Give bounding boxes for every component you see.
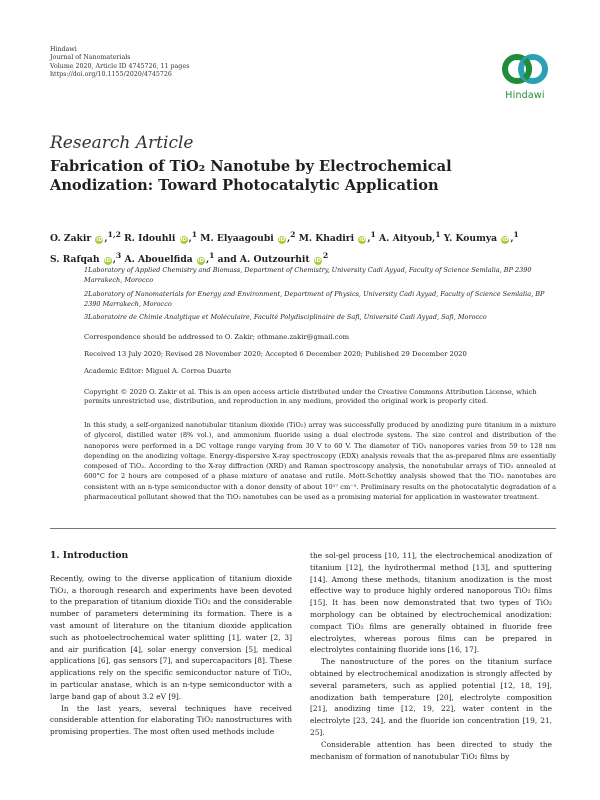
paragraph: The nanostructure of the pores on the titanium surface obtained by electrochemical anodization is strongly affected by several parameters, such as applied potential [12, 18, 19], anodization bath temperature [20], electrolyte composition [21], anodizing time [12, 19, 22], water content in the electrolyte [23, 24], and the fluoride ion concentration [19, 21, 25].	[310, 657, 552, 737]
orcid-icon[interactable]: iD	[104, 258, 111, 265]
orcid-icon[interactable]: iD	[359, 237, 366, 244]
logo-text: Hindawi	[505, 90, 545, 101]
affiliation-1: 1Laboratory of Applied Chemistry and Biomass, Department of Chemistry, University Cadi Ayyad, Faculty of Science Semlalia, BP 2390 Marrakech, Morocco	[84, 266, 532, 284]
academic-editor: Academic Editor: Miguel A. Correa Duarte	[84, 367, 232, 375]
affiliation-3: 3Laboratoire de Chimie Analytique et Moléculaire, Faculté Polydisciplinaire de Safi, Université Cadi Ayyad, Safi, Morocco	[84, 313, 487, 321]
hindawi-rings-icon	[499, 50, 551, 88]
divider	[50, 528, 556, 529]
abstract: In this study, a self-organized nanotubular titanium dioxide (TiO₂) array was successfully produced by anodizing pure titanium in a mixture of glycerol, distilled water (8% vol.), and ammonium fluoride using a dual electrode system. The size control and distribution of the nanopores were performed in a DC voltage range varying from 30 V to 60 V. The diameter of TiO₂ nanopores varies from 59 to 128 nm depending on the anodizing voltage. Energy-dispersive X-ray spectroscopy (EDX) analysis reveals that the as-prepared films are essentially composed of TiO₂. According to the X-ray diffraction (XRD) and Raman spectroscopy analysis, the nanotubular arrays of TiO₂ annealed at 600°C for 2 hours are composed of a phase mixture of anatase and rutile. Mott-Schottky analysis showed that the TiO₂ nanotubes are consistent with an n-type semiconductor with a donor density of about 10¹⁷ cm⁻³. Preliminary results on the photocatalytic degradation of a pharmaceutical pollutant showed that the TiO₂ nanotubes can be used as a promising material for application in wastewater treatment.	[84, 421, 556, 502]
volume-line: Volume 2020, Article ID 4745726, 11 pages	[50, 62, 190, 70]
author-list	[50, 226, 570, 268]
orcid-icon[interactable]: iD	[502, 237, 509, 244]
authors-line-1: O. Zakir iD ,$^{1,2}$ R. Idouhli iD ,$^1$ M. Elyaagoubi iD ,$^2$ M. Khadiri iD ,$^1$ A. Aityoub,$^1$ Y. Koumya iD ,$^1$	[50, 230, 519, 245]
hindawi-logo[interactable]	[494, 50, 556, 106]
orcid-icon[interactable]: iD	[180, 237, 187, 244]
publisher-name: Hindawi	[50, 46, 77, 53]
right-column	[310, 550, 552, 762]
publication-dates: Received 13 July 2020; Revised 28 November 2020; Accepted 6 December 2020; Published 29 December 2020	[84, 350, 467, 358]
article-type: Research Article	[50, 133, 194, 153]
orcid-icon[interactable]: iD	[96, 237, 103, 244]
orcid-icon[interactable]: iD	[278, 237, 286, 244]
authors-line-2: S. Rafqah iD ,$^3$ A. Abouelfida iD ,$^1$ and A. Outzourhit $iD^2$	[50, 251, 329, 266]
section-heading: 1. Introduction	[50, 550, 129, 561]
orcid-icon[interactable]: iD	[197, 258, 205, 265]
paragraph: Considerable attention has been directed to study the mechanism of formation of nanotubular TiO₂ films by	[310, 739, 552, 761]
paragraph: Recently, owing to the diverse application of titanium dioxide TiO₂, a thorough research and experiments have been devoted to the preparation of titanium dioxide TiO₂ and the considerable number of parameters determining its formation. There is a vast amount of literature on the titanium dioxide application such as photoelectrochemical water splitting [1], water [2, 3] and air purification [4], solar energy conversion [5], medical applications [6], gas sensors [7], and supercapacitors [8]. These applications rely on the specific semiconductor nature of TiO₂, in particular anatase, which is an n-type semiconductor with a large band gap of about 3.2 eV [9].	[50, 573, 292, 701]
title-line-1: Fabrication of TiO₂ Nanotube by Electrochemical	[50, 158, 452, 175]
paragraph: the sol-gel process [10, 11], the electrochemical anodization of titanium [12], the hydrothermal method [13], and sputtering [14]. Among these methods, titanium anodization is the most effective way to produce highly ordered nanoporous TiO₂ films [15]. It has been now demonstrated that two types of TiO₂ morphology can be obtained by electrochemical anodization: compact TiO₂ films are generally obtained in fluoride free electrolytes, whereas porous films can be prepared in electrolytes containing fluoride ions [16, 17].	[310, 551, 552, 655]
doi-link[interactable]: https://doi.org/10.1155/2020/4745726	[50, 71, 172, 79]
copyright-notice: Copyright © 2020 O. Zakir et al. This is an open access article distributed under the Creative Commons Attribution License, which permits unrestricted use, distribution, and reproduction in any medium, provided the original work is properly cited.	[84, 388, 537, 405]
article-title	[50, 157, 550, 195]
title-line-2: Anodization: Toward Photocatalytic Application	[50, 177, 439, 194]
paragraph: In the last years, several techniques have received considerable attention for elaborating TiO₂ nanostructures with promising properties. The most often used methods include	[50, 703, 292, 737]
left-column	[50, 550, 292, 738]
correspondence: Correspondence should be addressed to O. Zakir; othmane.zakir@gmail.com	[84, 333, 350, 341]
orcid-icon[interactable]: iD	[314, 258, 322, 265]
affiliation-2: 2Laboratory of Nanomaterials for Energy and Environment, Department of Physics, University Cadi Ayyad, Faculty of Science Semlalia, BP 2390 Marrakech, Morocco	[84, 290, 545, 308]
journal-meta	[50, 46, 189, 80]
journal-name: Journal of Nanomaterials	[50, 54, 131, 62]
